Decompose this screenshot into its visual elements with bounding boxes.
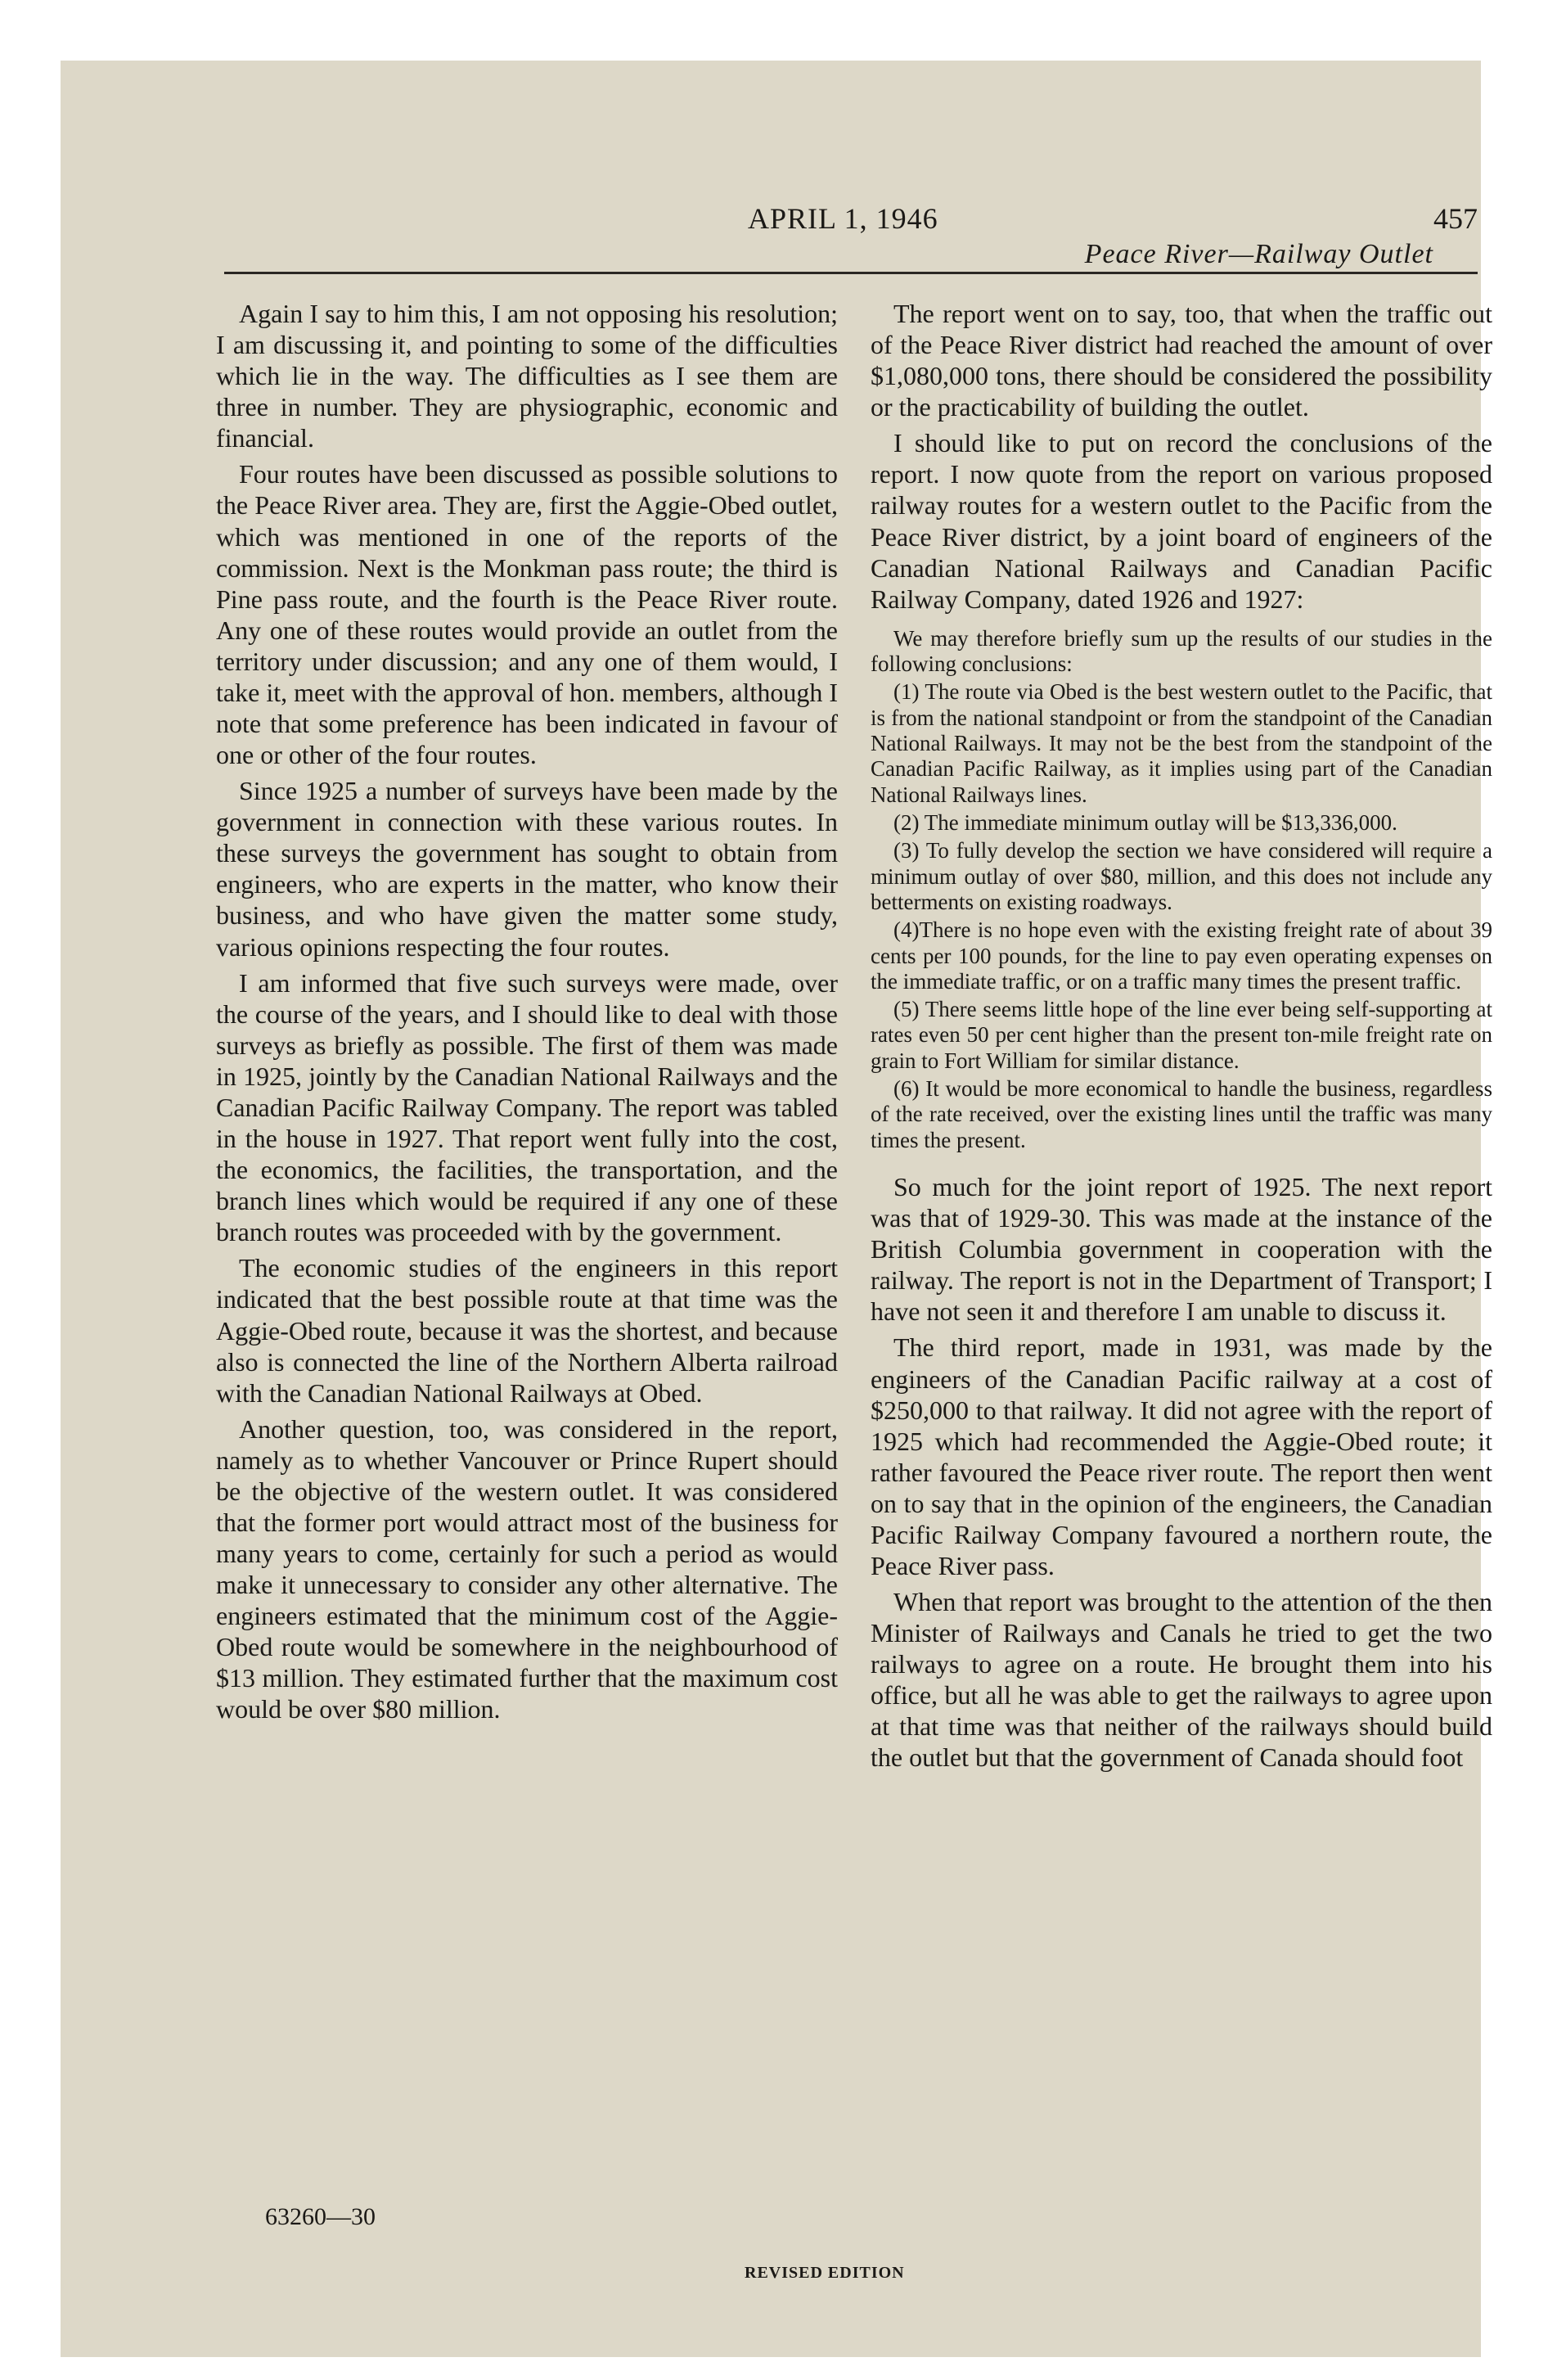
paragraph: I should like to put on record the conclusions of the report. I now quote from the report on various proposed railway routes for a western outlet to the Pacific from the Peace River district, by a joint board of engineers of the Canadian National Railways and Canadian Pacific Railway Company, dated 1926 and 1927: [871, 428, 1492, 614]
paragraph: When that report was brought to the attention of the then Minister of Railways and Canals he tried to get the two railways to agree on a route. He brought them into his office, but all he was able to get the railways to agree upon at that time was that neither of the railways should build the outlet but that the government of Canada should foot [871, 1587, 1492, 1773]
quote-conclusion: (2) The immediate minimum outlay will be $13,336,000. [893, 809, 1397, 835]
page-header [224, 142, 1478, 269]
right-column [871, 298, 1492, 1778]
edition-label: REVISED EDITION [745, 2264, 905, 2282]
quote-conclusion: (1) The route via Obed is the best western outlet to the Pacific, that is from the national standpoint or from the standpoint of the Canadian National Railways. It may not be the best from the standpoint of the Canadian Pacific Railway, as it implies using part of the Canadian National Railways lines. [871, 679, 1492, 807]
header-date: APRIL 1, 1946 [748, 202, 938, 235]
paragraph: Another question, too, was considered in the report, namely as to whether Vancouver or Prince Rupert should be the objective of the western outlet. It was considered that the former port would attract most of the business for many years to come, certainly for such a period as would make it unnecessary to consider any other alternative. The engineers estimated that the minimum cost of the Aggie-Obed route would be somewhere in the neighbourhood of $13 million. They estimated further that the maximum cost would be over $80 million. [216, 1413, 838, 1724]
quote-conclusion: (6) It would be more economical to handle the business, regardless of the rate received, over the existing lines until the traffic was many times the present. [871, 1076, 1492, 1152]
paragraph: Since 1925 a number of surveys have been made by the government in connection with these various routes. In these surveys the government has sought to obtain from engineers, who are experts in the matter, who know their business, and who have given the matter some study, various opinions respecting the four routes. [216, 776, 838, 962]
quote-paragraph: We may therefore briefly sum up the results of our studies in the following conclusions: [871, 625, 1492, 677]
quote-conclusion: (4)There is no hope even with the existing freight rate of about 39 cents per 100 pounds, for the line to pay even operating expenses on the immediate traffic, or on a traffic many times the present traffic. [871, 917, 1492, 994]
quote-conclusion: (3) To fully develop the section we have considered will require a minimum outlay of over $80, million, and this does not include any betterments on existing roadways. [871, 838, 1492, 914]
paragraph: Four routes have been discussed as possible solutions to the Peace River area. They are, first the Aggie-Obed outlet, which was mentioned in one of the reports of the commission. Next is the Monkman pass route; the third is Pine pass route, and the fourth is the Peace River route. Any one of these routes would provide an outlet from the territory under discussion; and any one of them would, I take it, meet with the approval of hon. members, although I note that some preference has been indicated in favour of one or other of the four routes. [216, 459, 838, 770]
page-sheet [61, 61, 1492, 2357]
paragraph: Again I say to him this, I am not opposing his resolution; I am discussing it, and pointing to some of the difficulties which lie in the way. The difficulties as I see them are three in number. They are physiographic, economic and financial. [216, 299, 838, 453]
quote-conclusion: (5) There seems little hope of the line ever being self-supporting at rates even 50 per cent higher than the present ton-mile freight rate on grain to Fort William for similar distance. [871, 997, 1492, 1073]
left-column [216, 298, 838, 1730]
paragraph: So much for the joint report of 1925. The next report was that of 1929-30. This was made at the instance of the British Columbia government in cooperation with the railway. The report is not in the Department of Transport; I have not seen it and therefore I am unable to discuss it. [871, 1172, 1492, 1327]
paragraph: The third report, made in 1931, was made by the engineers of the Canadian Pacific railway at a cost of $250,000 to that railway. It did not agree with the report of 1925 which had recommended the Aggie-Obed route; it rather favoured the Peace river route. The report then went on to say that in the opinion of the engineers, the Canadian Pacific Railway Company favoured a northern route, the Peace River pass. [871, 1332, 1492, 1580]
running-title: Peace River—Railway Outlet [1084, 239, 1433, 269]
header-rule [224, 272, 1478, 274]
paragraph: I am informed that five such surveys were made, over the course of the years, and I should like to deal with those surveys as briefly as possible. The first of them was made in 1925, jointly by the Canadian National Railways and the Canadian Pacific Railway Company. The report was tabled in the house in 1927. That report went fully into the cost, the economics, the facilities, the transportation, and the branch lines which would be required if any one of these branch routes was proceeded with by the government. [216, 967, 838, 1247]
paragraph: The economic studies of the engineers in this report indicated that the best possible route at that time was the Aggie-Obed route, because it was the shortest, and because also is connected the line of the Northern Alberta railroad with the Canadian National Railways at Obed. [216, 1253, 838, 1408]
page-number: 457 [1433, 202, 1478, 235]
print-code: 63260—30 [265, 2203, 376, 2230]
report-quotation [871, 626, 1492, 1153]
paragraph: The report went on to say, too, that when the traffic out of the Peace River district had reached the amount of over $1,080,000 tons, there should be considered the possibility or the practicability of building the outlet. [871, 299, 1492, 422]
